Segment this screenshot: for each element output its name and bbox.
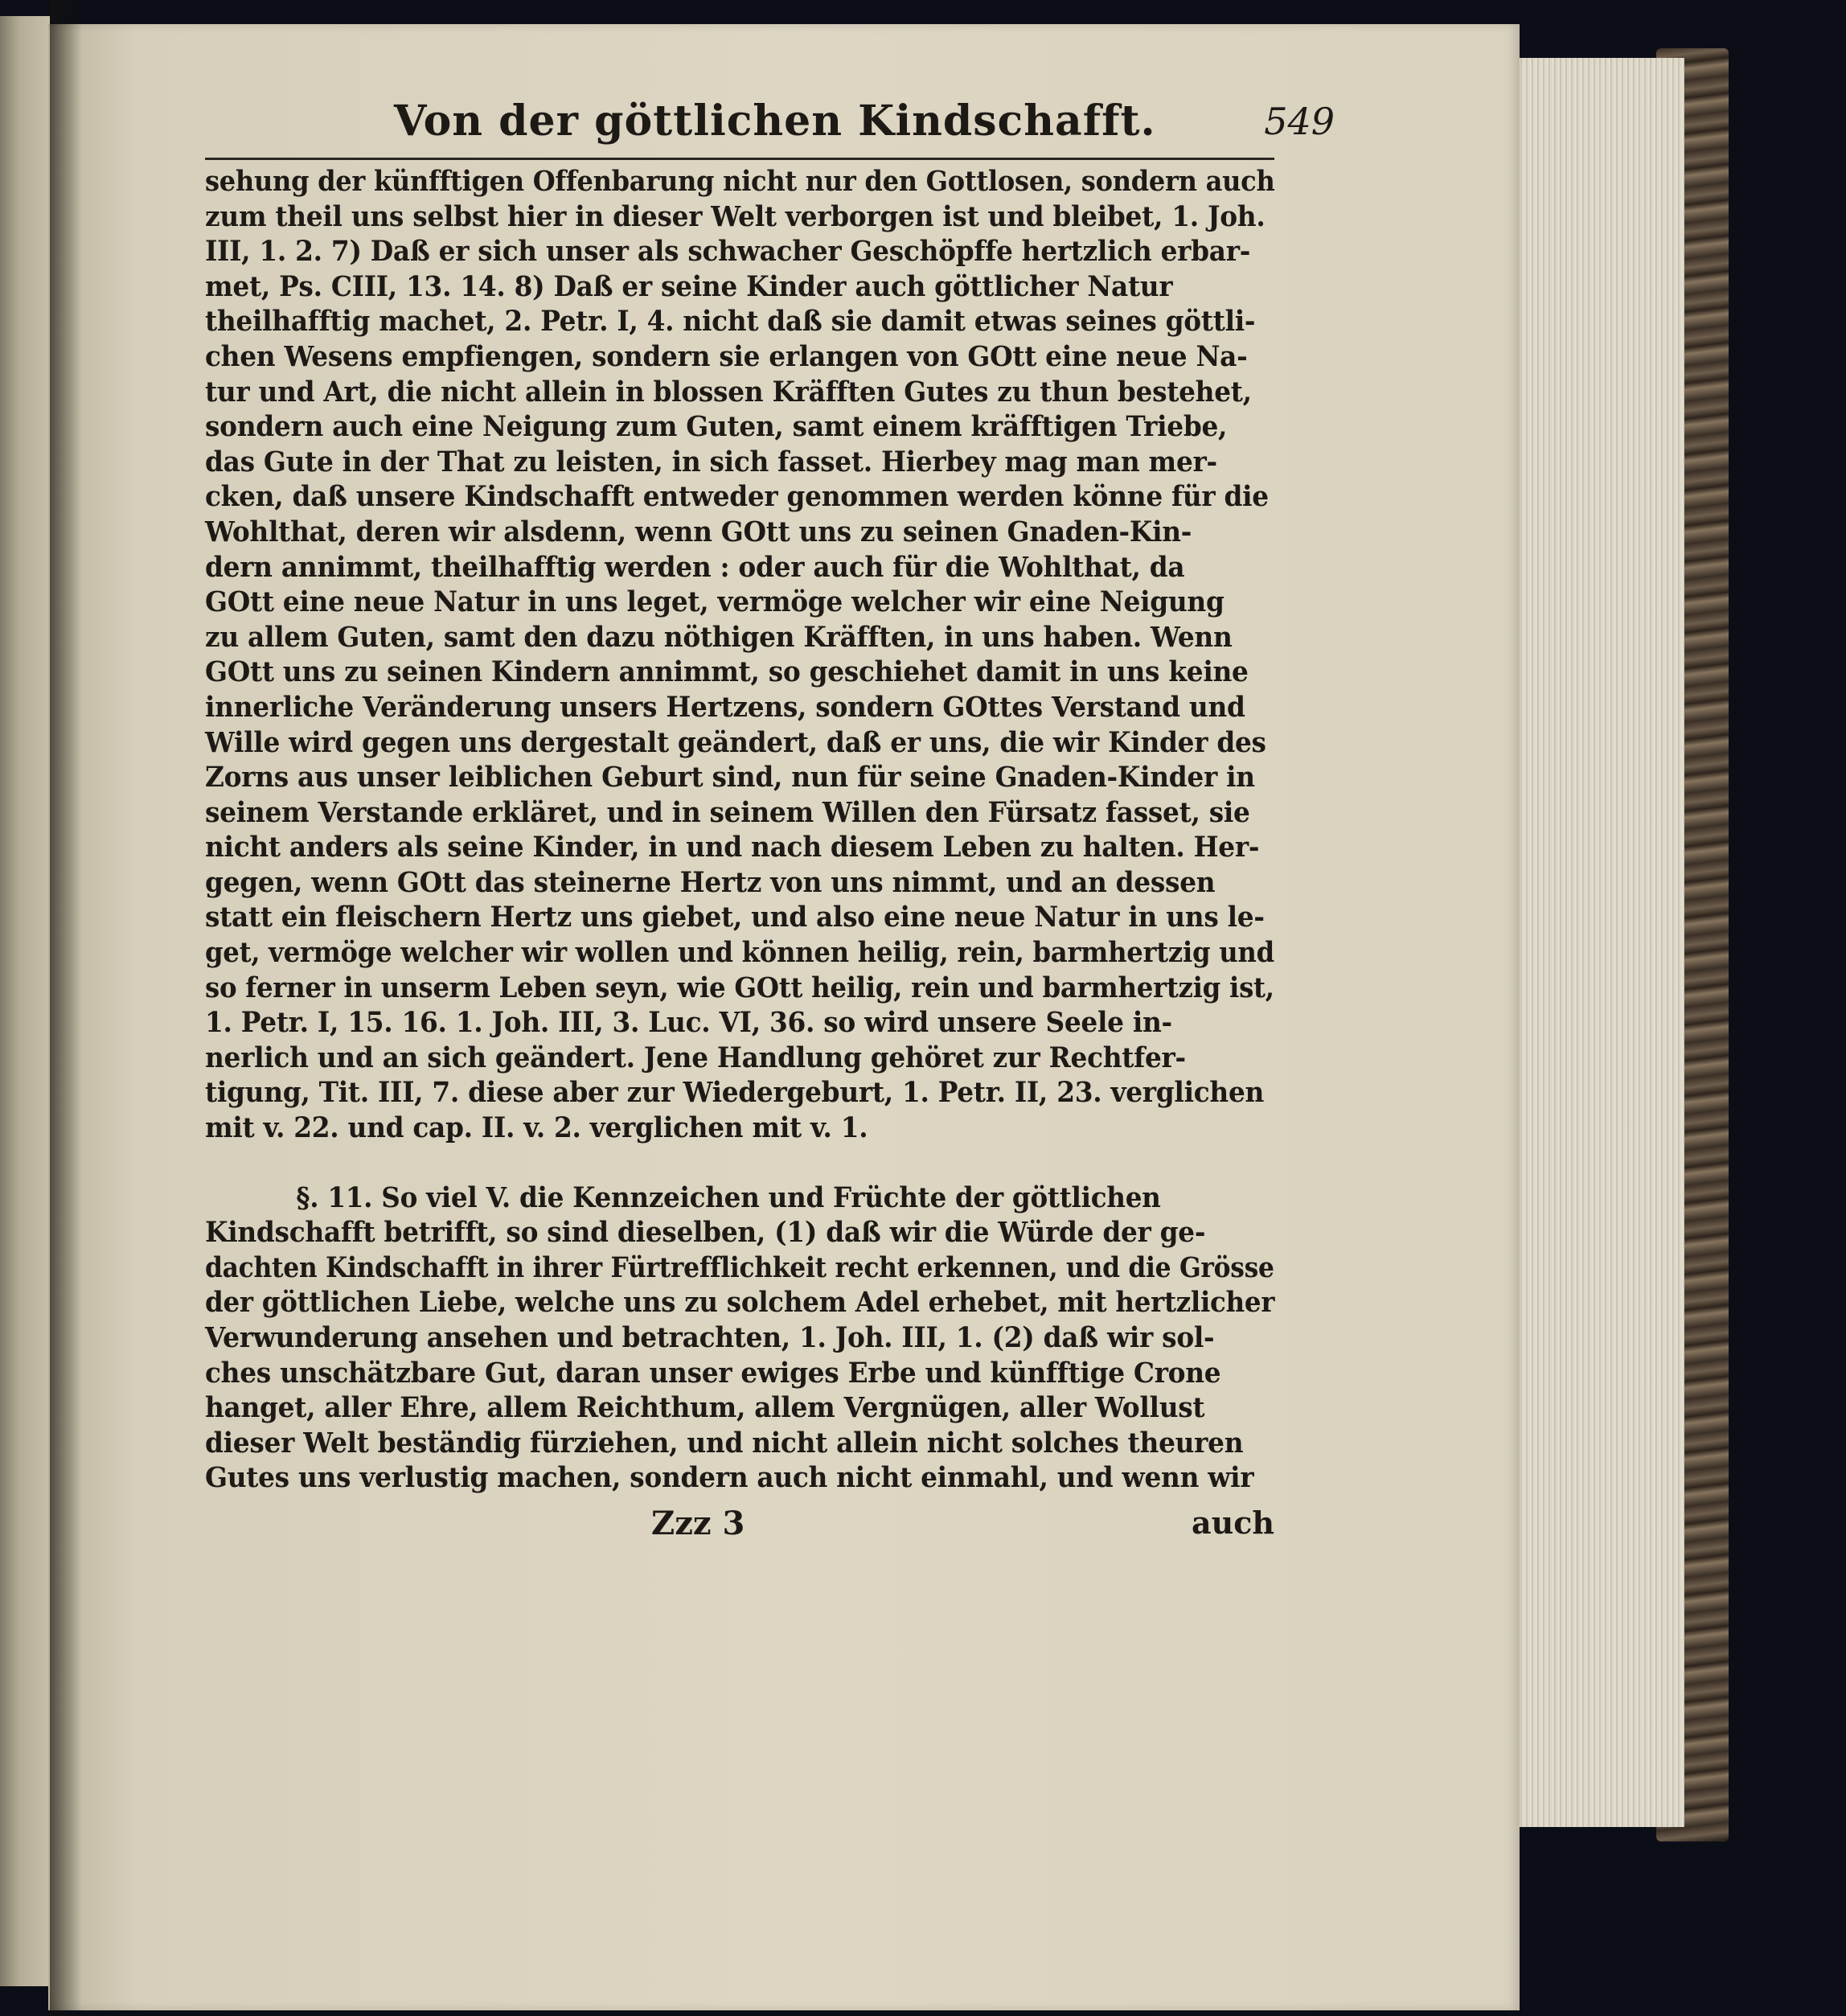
page-number: 549 xyxy=(1264,100,1335,143)
running-title: Von der göttlichen Kindschafft. xyxy=(394,96,1156,146)
text-line: §. 11. So viel V. die Kennzeichen und Früchte der göttlichen xyxy=(296,1181,1161,1214)
left-page-edge xyxy=(0,16,50,1986)
text-line: statt ein fleischern Hertz uns giebet, und also eine neue Natur in uns le- xyxy=(205,901,1265,934)
text-line: gegen, wenn GOtt das steinerne Hertz von uns nimmt, und an dessen xyxy=(205,866,1216,899)
text-line: met, Ps. CIII, 13. 14. 8) Daß er seine Kinder auch göttlicher Natur xyxy=(205,270,1173,303)
paragraph-gap xyxy=(205,1147,1331,1181)
text-block xyxy=(205,88,1335,1548)
text-line: hanget, aller Ehre, allem Reichthum, allem Vergnügen, aller Wollust xyxy=(205,1392,1205,1425)
text-line: tigung, Tit. III, 7. diese aber zur Wiedergeburt, 1. Petr. II, 23. verglichen xyxy=(205,1077,1265,1110)
text-line: Wohlthat, deren wir alsdenn, wenn GOtt uns zu seinen Gnaden-Kin- xyxy=(205,515,1192,548)
text-line: seinem Verstande erkläret, und in seinem Willen den Fürsatz fasset, sie xyxy=(205,796,1250,829)
text-line: sondern auch eine Neigung zum Guten, samt einem kräfftigen Triebe, xyxy=(205,411,1228,444)
text-line: nicht anders als seine Kinder, in und nach diesem Leben zu halten. Her- xyxy=(205,831,1260,864)
paragraph-2 xyxy=(205,1181,1331,1497)
signature-mark: Zzz 3 xyxy=(651,1504,745,1542)
text-line: chen Wesens empfiengen, sondern sie erlangen von GOtt eine neue Na- xyxy=(205,340,1248,373)
text-line: sehung der künfftigen Offenbarung nicht nur den Gottlosen, sondern auch xyxy=(205,166,1275,198)
text-line: dern annimmt, theilhafftig werden : oder auch für die Wohlthat, da xyxy=(205,551,1185,584)
spine-shadow xyxy=(50,0,82,2016)
text-line: so ferner in unserm Leben seyn, wie GOtt heilig, rein und barmhertzig ist, xyxy=(205,971,1274,1004)
text-line: GOtt uns zu seinen Kindern annimmt, so geschiehet damit in uns keine xyxy=(205,656,1249,689)
page-edges xyxy=(1512,58,1684,1827)
book-page xyxy=(48,24,1520,2010)
text-line: zum theil uns selbst hier in dieser Welt verborgen ist und bleibet, 1. Joh. xyxy=(205,200,1266,233)
text-line: dieser Welt beständig fürziehen, und nicht allein nicht solches theuren xyxy=(205,1427,1244,1460)
text-line: dachten Kindschafft in ihrer Fürtrefflichkeit recht erkennen, und die Grösse xyxy=(205,1251,1274,1284)
text-line: zu allem Guten, samt den dazu nöthigen Kräfften, in uns haben. Wenn xyxy=(205,621,1233,654)
text-line: Wille wird gegen uns dergestalt geändert, daß er uns, die wir Kinder des xyxy=(205,726,1266,759)
text-line: innerliche Veränderung unsers Hertzens, sondern GOttes Verstand und xyxy=(205,691,1245,724)
text-line: ches unschätzbare Gut, daran unser ewiges Erbe und künfftige Crone xyxy=(205,1357,1221,1390)
text-line: der göttlichen Liebe, welche uns zu solchem Adel erhebet, mit hertzlicher xyxy=(205,1287,1275,1320)
paragraph-1 xyxy=(205,165,1331,1147)
text-line: Kindschafft betrifft, so sind dieselben, (1) daß wir die Würde der ge- xyxy=(205,1217,1206,1250)
text-line: Gutes uns verlustig machen, sondern auch nicht einmahl, und wenn wir xyxy=(205,1462,1254,1495)
running-head xyxy=(205,88,1335,153)
catchword: auch xyxy=(1191,1504,1274,1541)
text-line: Zorns aus unser leiblichen Geburt sind, nun für seine Gnaden-Kinder in xyxy=(205,762,1255,794)
text-line: cken, daß unsere Kindschafft entweder genommen werden könne für die xyxy=(205,481,1269,514)
header-rule xyxy=(205,158,1274,160)
text-line: theilhafftig machet, 2. Petr. I, 4. nicht daß sie damit etwas seines göttli- xyxy=(205,306,1256,339)
text-line: tur und Art, die nicht allein in blossen Kräfften Gutes zu thun bestehet, xyxy=(205,376,1252,409)
text-line: III, 1. 2. 7) Daß er sich unser als schwacher Geschöpffe hertzlich erbar- xyxy=(205,236,1251,269)
text-line: Verwunderung ansehen und betrachten, 1. Joh. III, 1. (2) daß wir sol- xyxy=(205,1322,1215,1354)
text-line: GOtt eine neue Natur in uns leget, vermöge welcher wir eine Neigung xyxy=(205,586,1225,619)
text-line: mit v. 22. und cap. II. v. 2. verglichen mit v. 1. xyxy=(205,1112,868,1145)
text-line: 1. Petr. I, 15. 16. 1. Joh. III, 3. Luc. VI, 36. so wird unsere Seele in- xyxy=(205,1007,1172,1040)
text-line: das Gute in der That zu leisten, in sich fasset. Hierbey mag man mer- xyxy=(205,445,1217,478)
footer-row xyxy=(205,1500,1331,1548)
text-line: nerlich und an sich geändert. Jene Handlung gehöret zur Rechtfer- xyxy=(205,1041,1186,1074)
text-line: get, vermöge welcher wir wollen und können heilig, rein, barmhertzig und xyxy=(205,937,1274,970)
